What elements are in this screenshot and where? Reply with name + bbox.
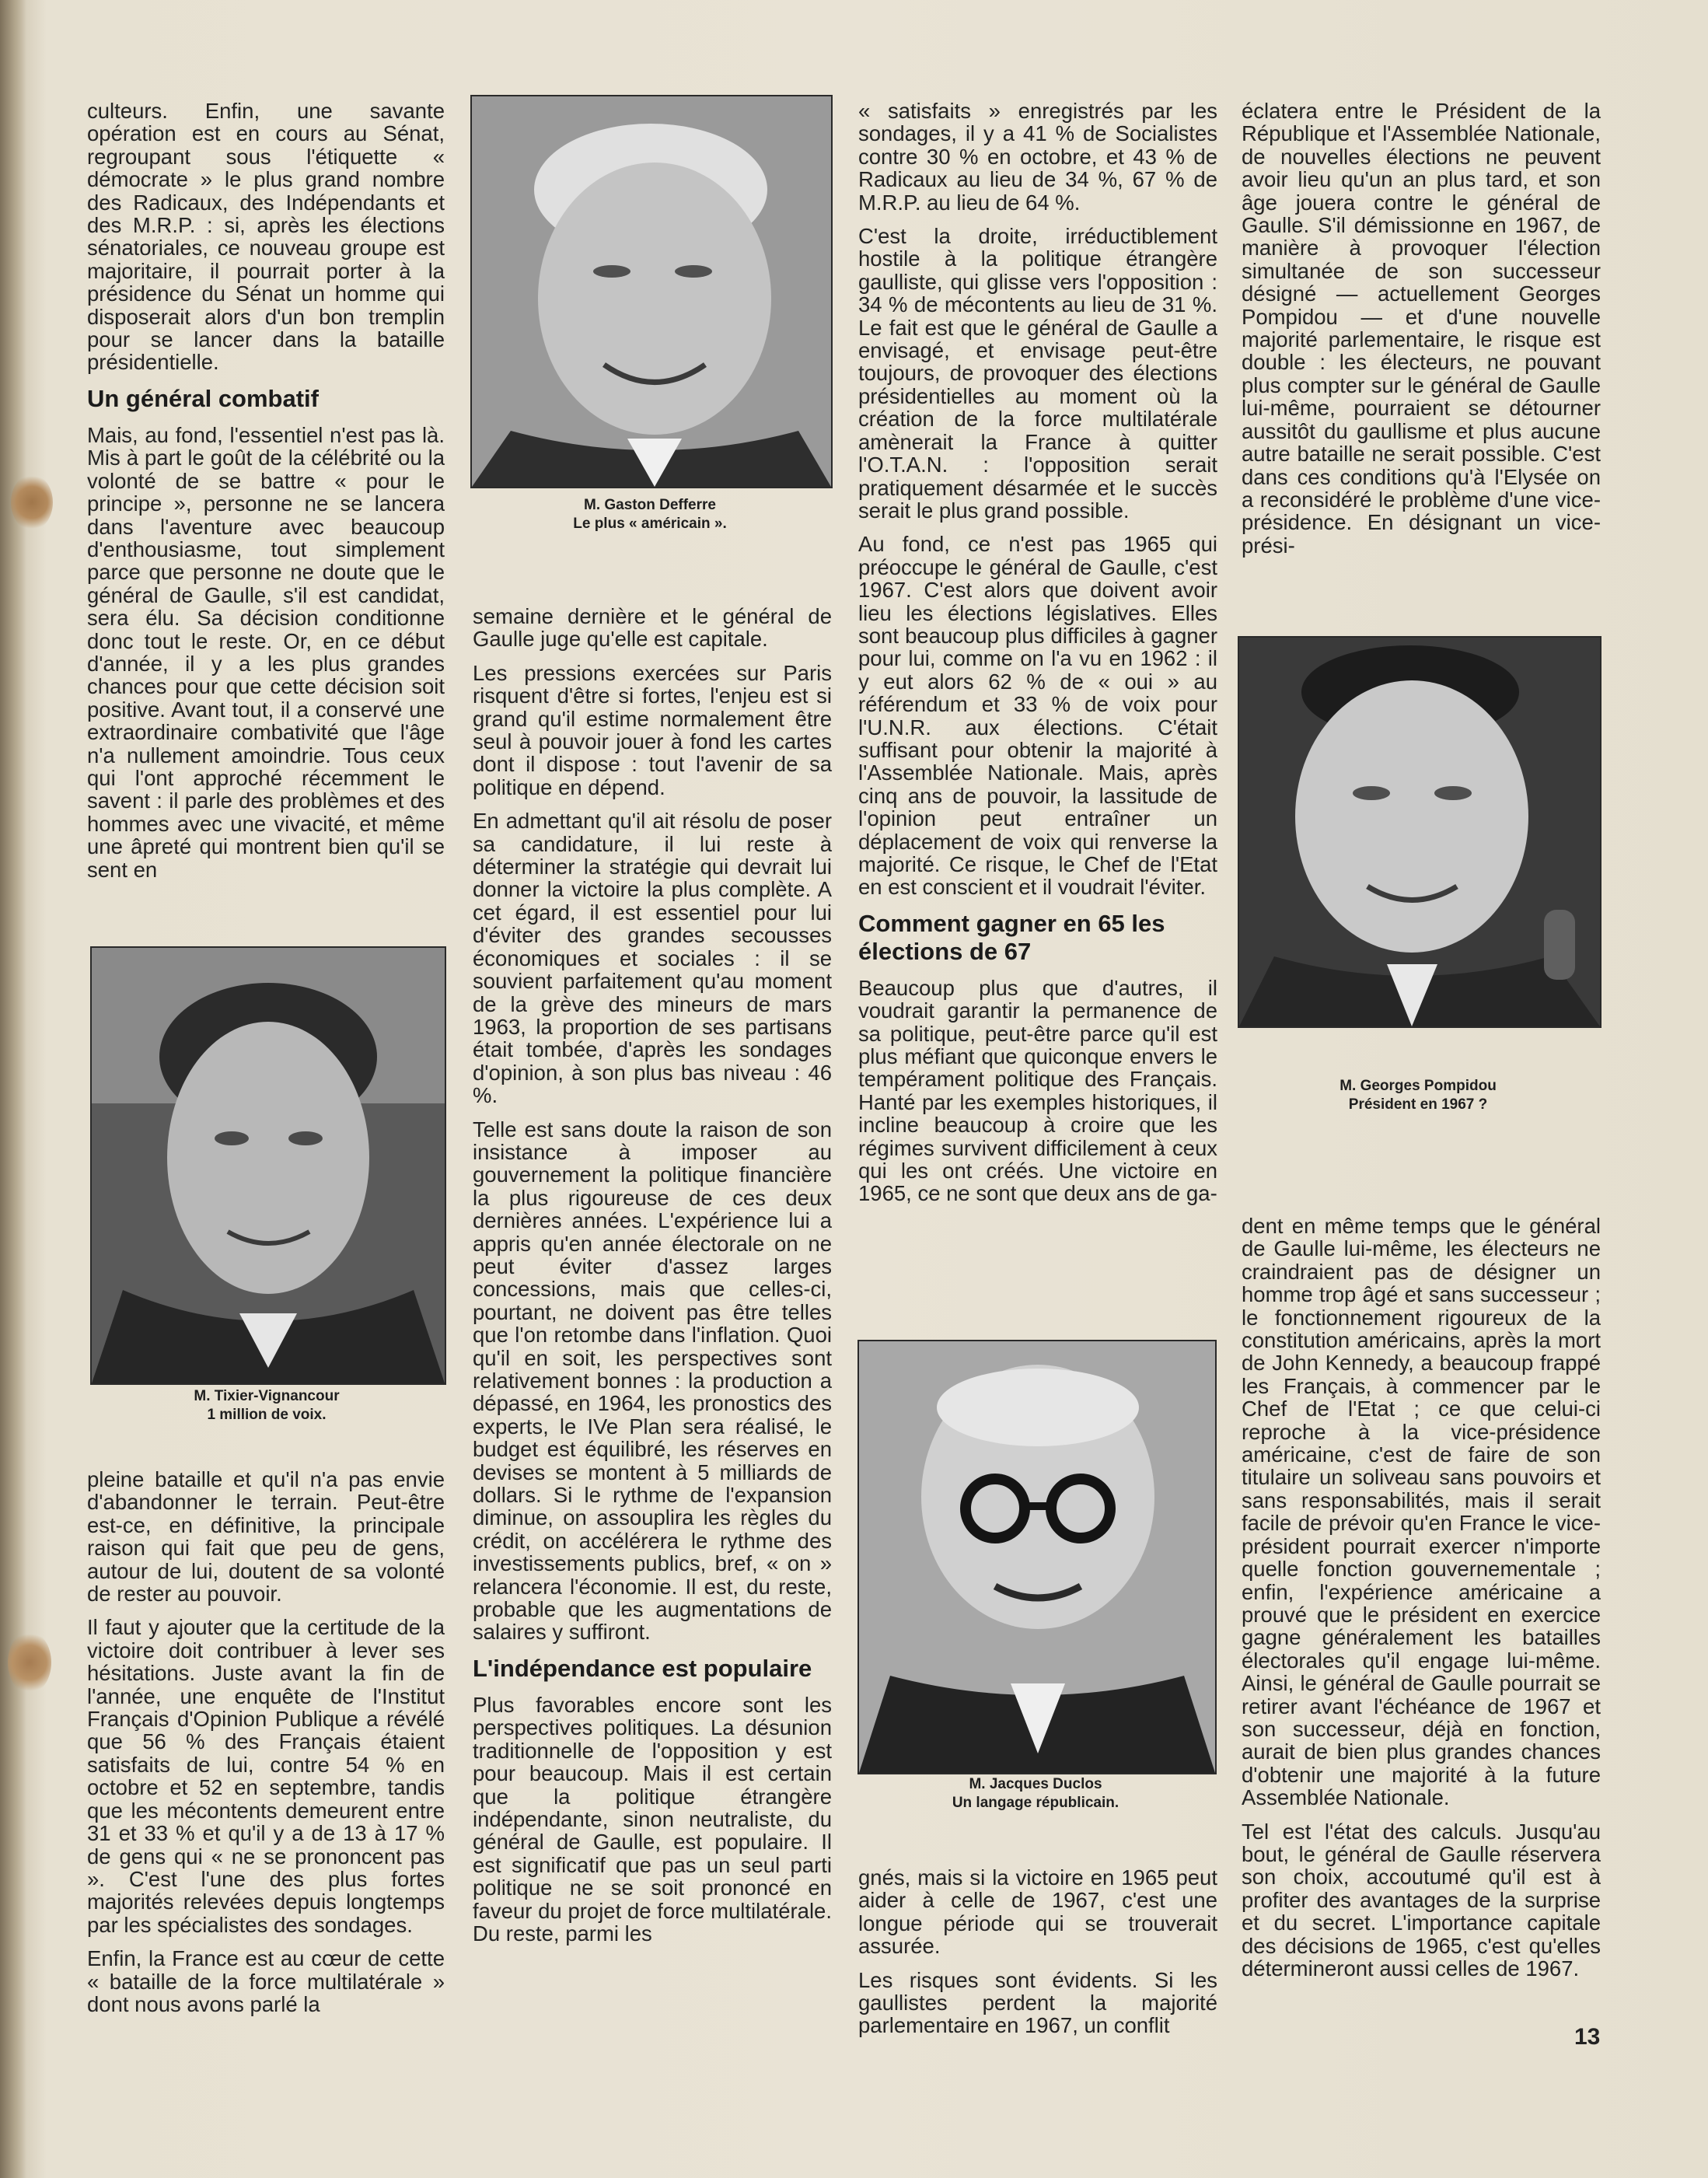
photo-gaston-defferre	[470, 95, 833, 488]
column-1-top	[87, 100, 445, 892]
portrait-image	[1239, 638, 1600, 1026]
photo-jacques-duclos	[857, 1340, 1217, 1774]
paragraph: Enfin, la France est au cœur de cette « bataille de la force multilatérale » dont nous avons parlé la	[87, 1946, 445, 2016]
paragraph: Tel est l'état des calculs. Jusqu'au bout, le général de Gaulle réservera son choix, accoutumé qu'il est à profiter des avantages de la surprise et du secret. L'importance capitale des décisions de 1965, c'est qu'elles détermineront aussi celles de 1967.	[1242, 1819, 1601, 1980]
portrait-image	[859, 1341, 1215, 1773]
paragraph: En admettant qu'il ait résolu de poser sa candidature, il lui reste à déterminer la stratégie qui devrait lui donner la victoire la plus complète. A cet égard, il est essentiel pour lui d'éviter des grandes secousses économiques et sociales : il se souvient parfaitement qu'au moment de la grève des mineurs de mars 1963, la proportion de ses partisans était tombée, d'après les sondages d'opinion, à son plus bas niveau : 46 %.	[473, 809, 832, 1108]
portrait-image	[92, 948, 445, 1383]
caption-name: M. Jacques Duclos	[969, 1776, 1102, 1792]
paragraph: Plus favorables encore sont les perspectives politiques. La désunion traditionnelle de l'opposition y est pour beaucoup. Mais il est certain que la politique étrangère indépendante, sinon neutraliste, du général de Gaulle, est populaire. Il est significatif que pas un seul parti politique ne se soit prononcé en faveur du projet de force multilatérale. Du reste, parmi les	[473, 1692, 832, 1946]
column-4-bottom	[1242, 1215, 1601, 1991]
photo-caption-defferre	[470, 496, 830, 533]
paragraph: semaine dernière et le général de Gaulle juge qu'elle est capitale.	[473, 604, 832, 652]
section-heading: Un général combatif	[87, 384, 319, 412]
caption-name: M. Tixier-Vignancour	[194, 1388, 340, 1404]
paragraph: Telle est sans doute la raison de son insistance à imposer au gouvernement la politique financière la plus rigoureuse de ces deux dernières années. L'expérience lui a appris qu'en année électorale on ne peut éviter d'assez larges concessions, mais que celles-ci, pourtant, ne doivent pas être telles que l'on retombe dans l'inflation. Quoi qu'il en soit, les perspectives sont relativement bonnes : la production a dépassé, en 1964, les pronostics des experts, le IVe Plan sera réalisé, le budget est équilibré, les réserves en devises se montent à 5 milliards de dollars. Si le rythme de l'expansion diminue, on assouplira les règles du crédit, on accélérera le rythme des investissements publics, bref, « on » relancera l'économie. Il est, du reste, probable que les augmentations de salaires y suffiront.	[473, 1117, 832, 1645]
paragraph: Il faut y ajouter que la certitude de la victoire doit contribuer à lever ses hésitations. Juste avant la fin de l'année, une enquête de l'Institut Français d'Opinion Publique a révélé que 56 % des Français étaient satisfaits de lui, contre 54 % en octobre et 52 en septembre, tandis que les mécontents demeurent entre 31 et 33 % et qu'il y a de 13 à 17 % de gens qui « ne se prononcent pas ». C'est l'une des plus fortes majorités relevées depuis longtemps par les spécialistes des sondages.	[87, 1615, 445, 1937]
photo-caption-pompidou	[1238, 1077, 1598, 1114]
portrait-image	[472, 96, 831, 487]
section-heading: Comment gagner en 65 les élections de 67	[858, 909, 1165, 965]
section-heading: L'indépendance est populaire	[473, 1654, 812, 1682]
paragraph: culteurs. Enfin, une savante opération est en cours au Sénat, regroupant sous l'étiquette « démocrate » le plus grand nombre des Radicaux, des Indépendants et des M.R.P. : si, après les élections sénatoriales, ce nouveau groupe est majoritaire, il pourrait porter à la présidence du Sénat un homme qui disposerait alors d'un bon tremplin pour se lancer dans la bataille présidentielle.	[87, 99, 445, 375]
page-number: 13	[1574, 2024, 1601, 2050]
caption-subtitle: Président en 1967 ?	[1348, 1096, 1488, 1113]
photo-tixier-vignancour	[90, 946, 446, 1385]
photo-georges-pompidou	[1238, 636, 1601, 1028]
photo-caption-duclos	[857, 1775, 1214, 1813]
column-2	[473, 605, 832, 1956]
coffee-stain	[8, 1631, 51, 1694]
paragraph: C'est la droite, irréductiblement hostile à la politique étrangère gaulliste, qui glisse vers l'opposition : 34 % de mécontents au lieu de 31 %. Le fait est que le général de Gaulle a envisagé, et envisage peut-être toujours, de provoquer des élections présidentielles au moment où la création de la force multilatérale amènerait la France à quitter l'O.T.A.N. : l'opposition serait pratiquement désarmée et le succès serait le plus grand possible.	[858, 224, 1217, 523]
caption-subtitle: Le plus « américain ».	[573, 516, 727, 532]
caption-subtitle: Un langage républicain.	[952, 1795, 1119, 1811]
caption-subtitle: 1 million de voix.	[207, 1407, 327, 1423]
page-spine	[0, 0, 26, 2178]
paragraph: éclatera entre le Président de la République et l'Assemblée Nationale, de nouvelles élections ne peuvent avoir lieu qu'un an plus tard, et son âge jouera contre le général de Gaulle. S'il démissionne en 1967, de manière à provoquer l'élection simultanée de son successeur désigné — actuellement Georges Pompidou — et d'une nouvelle majorité parlementaire, le risque est double : les électeurs, ne pouvant plus compter sur le général de Gaulle lui-même, pourraient se détourner aussitôt du gaullisme et plus aucune autre bataille ne serait possible. C'est dans ces conditions qu'à l'Elysée on a reconsidéré le problème d'une vice-présidence. En désignant un vice-prési-	[1242, 99, 1601, 558]
column-3-top	[858, 100, 1217, 1216]
paragraph: Les risques sont évidents. Si les gaullistes perdent la majorité parlementaire en 1967, un conflit	[858, 1967, 1217, 2038]
paragraph: « satisfaits » enregistrés par les sondages, il y a 41 % de Socialistes contre 30 % en octobre, et 43 % de Radicaux au lieu de 34 %, 67 % de M.R.P. au lieu de 64 %.	[858, 99, 1217, 215]
paragraph: Au fond, ce n'est pas 1965 qui préoccupe le général de Gaulle, c'est 1967. C'est alors que doivent avoir lieu les élections législatives. Elles sont beaucoup plus difficiles à gagner pour lui, comme on l'a vu en 1962 : il y eut alors 62 % de « oui » au référendum et 33 % de voix pour l'U.N.R. aux élections. C'était suffisant pour obtenir la majorité à l'Assemblée Nationale. Mais, après cinq ans de pouvoir, la lassitude de l'opinion peut entraîner un déplacement de voix qui renverse la majorité. Ce risque, le Chef de l'Etat en est conscient et il voudrait l'éviter.	[858, 532, 1217, 900]
paragraph: Les pressions exercées sur Paris risquent d'être si fortes, l'enjeu est si grand qu'il estime normalement être seul à pouvoir jouer à fond les cartes dont il dispose : tout l'avenir de sa politique en dépend.	[473, 660, 832, 799]
paragraph: pleine bataille et qu'il n'a pas envie d'abandonner le terrain. Peut-être est-ce, en définitive, la principale raison qui fait que peu de gens, autour de lui, doutent de sa volonté de rester au pouvoir.	[87, 1467, 445, 1606]
caption-name: M. Georges Pompidou	[1340, 1078, 1497, 1094]
coffee-stain	[11, 474, 53, 530]
paragraph: Mais, au fond, l'essentiel n'est pas là. Mis à part le goût de la célébrité ou la volonté de se battre « pour le principe », personne ne se lancera dans l'aventure avec beaucoup d'enthousiasme, tout simplement parce que personne ne doute que le général de Gaulle, s'il est candidat, sera élu. Sa décision conditionne donc tout le reste. Or, en ce début d'année, il y a les plus grandes chances pour que cette décision soit positive. Avant tout, il a conservé une extraordinaire combativité que l'âge n'a nullement amoindrie. Tous ceux qui l'ont approché récemment le savent : il parle des problèmes et des hommes avec une vivacité, et même une âpreté qui montrent bien qu'il se sent en	[87, 422, 445, 882]
photo-caption-tixier	[90, 1387, 443, 1425]
column-3-bottom	[858, 1866, 1217, 2048]
column-1-bottom	[87, 1468, 445, 2026]
paragraph: dent en même temps que le général de Gaulle lui-même, les électeurs ne craindraient pas de désigner un homme trop âgé et sans successeur ; le fonctionnement rigoureux de la constitution américains, après la mort de John Kennedy, a beaucoup frappé les Français, à commencer par le Chef de l'Etat ; ce que celui-ci reproche à la vice-présidence américaine, c'est de faire de son titulaire un soliveau sans pouvoirs et sans responsabilités, mais il serait facile de prévoir qu'en France le vice-président pourrait exercer n'importe quelle fonction gouvernementale ; enfin, l'expérience américaine a prouvé que le président en exercice gagne généralement les batailles électorales qu'il engage lui-même. Ainsi, le général de Gaulle pourrait se retirer avant l'échéance de 1967 et son successeur, déjà en fonction, aurait de bien plus grandes chances d'obtenir une majorité à la future Assemblée Nationale.	[1242, 1214, 1601, 1810]
column-4-top	[1242, 100, 1601, 568]
caption-name: M. Gaston Defferre	[584, 497, 716, 513]
paragraph: gnés, mais si la victoire en 1965 peut aider à celle de 1967, c'est une longue période qui se trouverait assurée.	[858, 1865, 1217, 1959]
paragraph: Beaucoup plus que d'autres, il voudrait garantir la permanence de sa politique, peut-être parce qu'il est plus méfiant que quiconque envers le tempérament politique des Français. Hanté par les exemples historiques, il incline beaucoup à croire que les régimes survivent difficilement à ceux qui les ont créés. Une victoire en 1965, ce ne sont que deux ans de ga-	[858, 975, 1217, 1206]
